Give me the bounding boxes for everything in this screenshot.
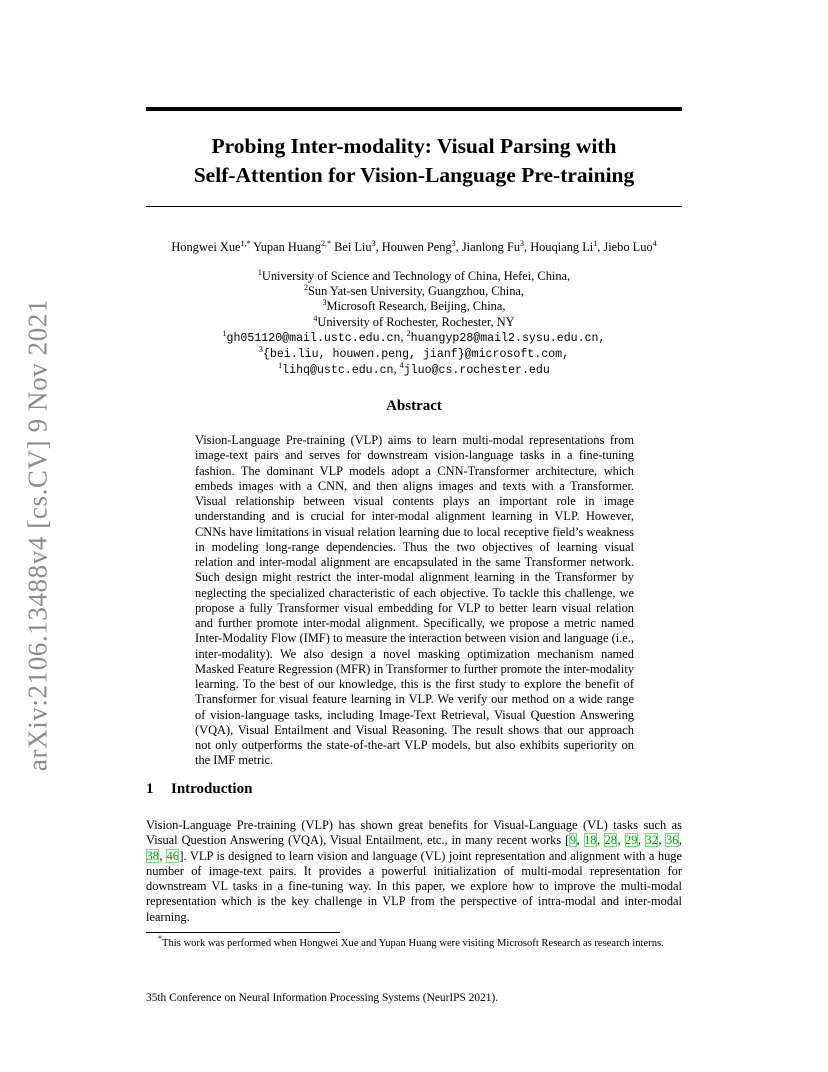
section-number: 1 [146,781,154,797]
abstract-heading: Abstract [386,398,442,414]
email-link[interactable]: huangyp28@mail2.sysu.edu.cn [410,331,599,345]
citation-link[interactable]: 36 [665,833,679,848]
author-name: Hongwei Xue [171,240,241,254]
title-line-1: Probing Inter-modality: Visual Parsing with [211,134,617,158]
author-affiliation-mark: 1,* [240,239,251,248]
email-link[interactable]: gh051120@mail.ustc.edu.cn [226,331,401,345]
footnote-text: This work was performed when Hongwei Xue and Yupan Huang were visiting Microsoft Research as research interns. [162,938,664,949]
footnote-mark: * [158,934,162,943]
author-affiliation-mark: 1 [593,239,598,248]
author-list: Hongwei Xue$^{1,*}$ Yupan Huang$^{2,*}$ Bei Liu$^3$, Houwen Peng$^3$, Jianlong Fu$^3$, Houqiang Li$^1$, Jiebo Luo$^4$ [171,239,657,254]
email-line: $^1$gh051120@mail.ustc.edu.cn, $^2$huangyp28@mail2.sysu.edu.cn, [222,328,606,345]
introduction-paragraph: Vision-Language Pre-training (VLP) has shown great benefits for Visual-Language (VL) tasks such as Visual Question Answering (VQA), Visual Entailment, etc., in many recent works [9, 18, 28, 29, 32, 36, 38, 46]. VLP is designed to learn vision and language (VL) joint representation and alignment with a huge number of image-text pairs. It provides a powerful initialization of multi-modal representation for downstream VL tasks in a fine-tuning way. In this paper, we explore how to improve the multi-modal representation which is the key challenge in VLP from the perspective of intra-modal and inter-modal learning. [146,818,682,924]
title-top-rule [146,107,682,111]
author-name: Bei Liu [334,240,372,254]
affiliation-block [146,269,682,378]
email-link[interactable]: lihq@ustc.edu.cn [282,364,394,378]
citation-link[interactable]: 18 [584,833,597,848]
citation-link[interactable]: 46 [166,848,179,863]
affiliation-line: $^3$Microsoft Research, Beijing, China, [322,298,506,314]
abstract-text: Vision-Language Pre-training (VLP) aims to learn multi-modal representations from image-text pairs and serves for downstream vision-language tasks in a fine-tuning fashion. The dominant VLP models adopt a CNN-Transformer architecture, which embeds images with a CNN, and then aligns images and texts with a Transformer. Visual relationship between visual contents plays an important role in image understanding and is crucial for inter-modal alignment learning in VLP. However, CNNs have limitations in visual relation learning due to local receptive field’s weakness in modeling long-range dependencies. Thus the two objectives of learning visual relation and inter-modal alignment are encapsulated in the same Transformer network. Such design might restrict the inter-modal alignment learning in the Transformer by neglecting the specialized characteristic of each objective. To tackle this challenge, we propose a fully Transformer visual embedding for VLP to better learn visual relation and further promote inter-modal alignment. Specifically, we propose a metric named Inter-Modality Flow (IMF) to measure the interaction between vision and language (i.e., inter-modality). We also design a novel masking optimization mechanism named Masked Feature Regression (MFR) in Transformer to further promote the inter-modality learning. To the best of our knowledge, this is the first study to explore the benefit of Transformer for visual feature learning in VLP. We verify our method on a wide range of vision-language tasks, including Image-Text Retrieval, Visual Question Answering (VQA), Visual Entailment and Visual Reasoning. The result shows that our approach not only outperforms the state-of-the-art VLP models, but also exhibits superiority on the IMF metric. [195,433,634,768]
footnote [146,934,682,952]
email-link[interactable]: jluo@cs.rochester.edu [403,364,550,378]
affiliation-line: $^4$University of Rochester, Rochester, NY [313,313,515,329]
arxiv-identifier-stamp: arXiv:2106.13488v4 [cs.CV] 9 Nov 2021 [22,298,53,772]
author-affiliation-mark: 4 [652,239,657,248]
affiliation-line: $^2$Sun Yat-sen University, Guangzhou, China, [303,283,525,299]
citation-link[interactable]: 29 [625,833,638,848]
section-title: Introduction [171,781,253,797]
author-affiliation-mark: 3 [520,239,525,248]
author-name: Jianlong Fu [461,240,521,254]
citation-link[interactable]: 38 [146,848,159,863]
citation-list: 9, 18, 28, 29, 32, 36, 38, 46 [146,833,682,863]
email-line: $^3${bei.liu, houwen.peng, jianf}@microsoft.com, [258,345,570,362]
author-affiliation-mark: 3 [451,239,456,248]
citation-link[interactable]: 28 [604,833,617,848]
citation-link[interactable]: 32 [645,833,658,848]
title-line-2: Self-Attention for Vision-Language Pre-training [193,163,635,187]
author-name: Yupan Huang [253,240,321,254]
author-name: Houwen Peng [381,240,452,254]
author-affiliation-mark: 3 [371,239,376,248]
title-bottom-rule [146,206,682,207]
author-name: Houqiang Li [530,240,594,254]
author-name: Jiebo Luo [603,240,653,254]
citation-link[interactable]: 9 [569,833,577,848]
section-heading-introduction [146,781,252,798]
paper-title [146,132,682,190]
conference-note: 35th Conference on Neural Information Processing Systems (NeurIPS 2021). [146,992,499,1004]
footnote-rule [146,932,340,933]
affiliation-line: $^1$University of Science and Technology of China, Hefei, China, [257,268,571,283]
author-affiliation-mark: 2,* [320,239,331,248]
email-link[interactable]: {bei.liu, houwen.peng, jianf}@microsoft.com [262,348,563,362]
email-line: $^1$lihq@ustc.edu.cn, $^4$jluo@cs.rochester.edu [278,361,550,378]
